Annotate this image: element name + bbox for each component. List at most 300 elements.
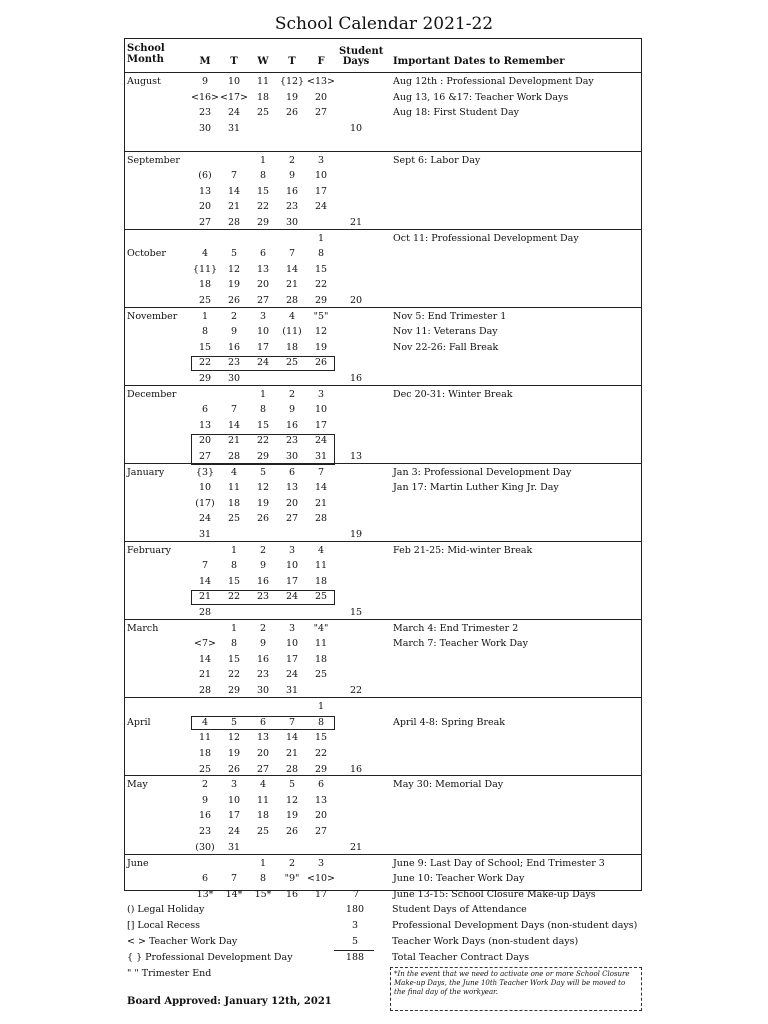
day-header-mon: M xyxy=(199,56,211,67)
day-cell: 26 xyxy=(227,294,241,306)
day-cell: 30 xyxy=(256,684,270,696)
week-row xyxy=(125,168,641,184)
week-row xyxy=(125,636,641,652)
day-cell: 24 xyxy=(314,435,328,447)
day-cell: 9 xyxy=(259,560,267,572)
day-cell: 4 xyxy=(317,544,325,556)
day-cell: 15 xyxy=(256,185,270,197)
important-date-note: Nov 11: Veterans Day xyxy=(393,326,498,338)
month-name: October xyxy=(127,248,166,260)
student-days-count: 21 xyxy=(349,841,363,853)
day-header-thu: T xyxy=(288,56,296,67)
day-cell: 22 xyxy=(256,435,270,447)
day-cell: 20 xyxy=(256,747,270,759)
day-cell: 11 xyxy=(198,732,212,744)
day-cell: 17 xyxy=(285,575,299,587)
day-cell: 24 xyxy=(285,669,299,681)
day-cell: 7 xyxy=(201,560,209,572)
day-cell: <10> xyxy=(307,873,336,885)
day-cell: 8 xyxy=(259,170,267,182)
important-date-note: March 7: Teacher Work Day xyxy=(393,638,528,650)
day-cell: 21 xyxy=(285,747,299,759)
week-row xyxy=(125,105,641,121)
day-cell: 29 xyxy=(198,372,212,384)
day-cell: 6 xyxy=(201,404,209,416)
day-cell: 27 xyxy=(314,825,328,837)
day-cell: 30 xyxy=(285,216,299,228)
day-cell: 9 xyxy=(230,326,238,338)
student-days-header: Student Days xyxy=(339,46,384,67)
day-cell: 2 xyxy=(259,622,267,634)
day-cell: 18 xyxy=(314,575,328,587)
important-date-note: Aug 13, 16 &17: Teacher Work Days xyxy=(393,91,569,103)
week-row xyxy=(125,527,641,543)
week-row xyxy=(125,543,641,559)
total-label: Student Days of Attendance xyxy=(392,904,527,915)
week-row xyxy=(125,153,641,169)
day-cell: 2 xyxy=(201,779,209,791)
day-cell: 10 xyxy=(285,560,299,572)
total-label: Total Teacher Contract Days xyxy=(392,952,530,963)
day-header-tue: T xyxy=(230,56,238,67)
day-cell: 17 xyxy=(256,341,270,353)
day-cell: 7 xyxy=(288,716,296,728)
break-week-box xyxy=(191,434,335,464)
student-days-count: 19 xyxy=(349,528,363,540)
week-row xyxy=(125,871,641,887)
day-cell: 16 xyxy=(285,419,299,431)
month-block-april xyxy=(125,698,641,776)
day-cell: 13 xyxy=(314,794,328,806)
week-row xyxy=(125,262,641,278)
week-row xyxy=(125,558,641,574)
day-cell: 4 xyxy=(230,466,238,478)
day-cell: 23 xyxy=(256,669,270,681)
day-cell: 5 xyxy=(230,248,238,260)
day-cell: 26 xyxy=(227,763,241,775)
week-row xyxy=(125,808,641,824)
day-cell: 15 xyxy=(314,732,328,744)
day-cell: 29 xyxy=(314,294,328,306)
day-cell: 3 xyxy=(317,154,325,166)
day-cell: 3 xyxy=(288,544,296,556)
day-cell: 14 xyxy=(198,653,212,665)
day-cell: 23 xyxy=(256,591,270,603)
legend-item: < > Teacher Work Day xyxy=(127,936,238,947)
week-row xyxy=(125,402,641,418)
day-cell: 16 xyxy=(256,575,270,587)
day-cell: 8 xyxy=(317,248,325,260)
day-cell: 7 xyxy=(230,873,238,885)
day-cell: 3 xyxy=(317,388,325,400)
day-cell: 11 xyxy=(227,482,241,494)
day-cell: 1 xyxy=(259,388,267,400)
day-cell: (30) xyxy=(195,841,215,853)
day-cell: 28 xyxy=(285,763,299,775)
day-cell: 15 xyxy=(227,653,241,665)
day-cell: 23 xyxy=(227,357,241,369)
day-cell: 27 xyxy=(256,763,270,775)
break-week-box xyxy=(191,716,335,731)
day-cell: 30 xyxy=(227,372,241,384)
month-name: February xyxy=(127,544,172,556)
month-name: March xyxy=(127,622,159,634)
total-label: Professional Development Days (non-student days) xyxy=(392,920,638,931)
day-cell: 20 xyxy=(198,201,212,213)
footnote: *In the event that we need to activate one or more School Closure Make-up Days, the June 10th Teacher Work Day will be moved to the final day of the workyear. xyxy=(390,967,642,1011)
day-cell: 21 xyxy=(285,279,299,291)
total-value: 188 xyxy=(345,952,365,963)
day-cell: 15 xyxy=(256,419,270,431)
day-cell: 23 xyxy=(285,435,299,447)
day-cell: 18 xyxy=(198,279,212,291)
day-cell: 16 xyxy=(285,888,299,900)
day-cell: 28 xyxy=(314,513,328,525)
day-cell: <13> xyxy=(307,76,336,87)
day-cell: 6 xyxy=(259,716,267,728)
day-cell: 11 xyxy=(256,76,270,87)
day-cell: 14 xyxy=(227,185,241,197)
month-name: September xyxy=(127,154,180,166)
board-approved: Board Approved: January 12th, 2021 xyxy=(127,996,332,1007)
day-cell: 28 xyxy=(198,606,212,618)
day-cell: 10 xyxy=(227,76,241,87)
day-cell: 26 xyxy=(256,513,270,525)
student-days-count: 16 xyxy=(349,763,363,775)
week-row xyxy=(125,793,641,809)
day-cell: 8 xyxy=(259,873,267,885)
day-cell: 14* xyxy=(225,888,243,900)
day-cell: 31 xyxy=(198,528,212,540)
week-row xyxy=(125,652,641,668)
day-cell: 14 xyxy=(285,732,299,744)
day-cell: 10 xyxy=(256,326,270,338)
day-cell: 9 xyxy=(201,794,209,806)
week-row xyxy=(125,824,641,840)
day-cell: 3 xyxy=(230,779,238,791)
week-row xyxy=(125,605,641,621)
day-cell: 19 xyxy=(227,747,241,759)
day-cell: 25 xyxy=(285,357,299,369)
day-cell: 31 xyxy=(285,684,299,696)
day-cell: 22 xyxy=(314,747,328,759)
important-dates-header: Important Dates to Remember xyxy=(393,56,565,67)
week-row xyxy=(125,667,641,683)
day-cell: 24 xyxy=(198,513,212,525)
day-cell: (11) xyxy=(282,326,302,338)
legend-item: { } Professional Development Day xyxy=(127,952,293,963)
day-cell: 20 xyxy=(314,810,328,822)
day-cell: {12} xyxy=(279,76,305,87)
day-cell: 10 xyxy=(314,170,328,182)
week-row xyxy=(125,746,641,762)
day-cell: 29 xyxy=(256,450,270,462)
day-cell: 10 xyxy=(285,638,299,650)
day-cell: 14 xyxy=(227,419,241,431)
week-row xyxy=(125,762,641,778)
week-row xyxy=(125,418,641,434)
day-cell: 6 xyxy=(317,779,325,791)
student-days-count: 22 xyxy=(349,684,363,696)
day-cell: 2 xyxy=(288,857,296,869)
school-month-header: School Month xyxy=(127,43,165,65)
day-cell: 19 xyxy=(314,341,328,353)
day-cell: 13 xyxy=(285,482,299,494)
day-cell: 9 xyxy=(259,638,267,650)
month-name: May xyxy=(127,779,148,791)
day-cell: 21 xyxy=(314,497,328,509)
day-cell: <16> xyxy=(191,91,220,103)
day-cell: 8 xyxy=(259,404,267,416)
day-cell: 6 xyxy=(259,248,267,260)
day-cell: 26 xyxy=(285,825,299,837)
day-cell: 10 xyxy=(198,482,212,494)
day-cell: 26 xyxy=(314,357,328,369)
day-cell: 1 xyxy=(317,232,325,244)
day-cell: 3 xyxy=(288,622,296,634)
week-row xyxy=(125,480,641,496)
day-cell: 3 xyxy=(317,857,325,869)
important-date-note: Jan 3: Professional Development Day xyxy=(393,466,572,478)
week-row xyxy=(125,121,641,137)
day-cell: 1 xyxy=(230,544,238,556)
day-cell: 21 xyxy=(198,669,212,681)
total-value: 3 xyxy=(351,920,359,931)
student-days-count: 13 xyxy=(349,450,363,462)
day-cell: 21 xyxy=(227,201,241,213)
month-block-june xyxy=(125,855,641,902)
day-header-wed: W xyxy=(257,56,269,67)
month-block-december xyxy=(125,386,641,464)
important-date-note: Feb 21-25: Mid-winter Break xyxy=(393,544,533,556)
month-name: June xyxy=(127,857,149,869)
month-name: December xyxy=(127,388,177,400)
week-row xyxy=(125,511,641,527)
day-cell: 10 xyxy=(227,794,241,806)
day-cell: 29 xyxy=(227,684,241,696)
day-cell: 9 xyxy=(288,170,296,182)
legend-item: " " Trimester End xyxy=(127,968,212,979)
week-row xyxy=(125,293,641,309)
week-row xyxy=(125,199,641,215)
month-block-february xyxy=(125,542,641,620)
week-row xyxy=(125,371,641,387)
day-cell: 14 xyxy=(285,263,299,275)
day-cell: 1 xyxy=(317,701,325,713)
legend-item: () Legal Holiday xyxy=(127,904,205,915)
week-row xyxy=(125,699,641,715)
day-cell: 25 xyxy=(198,763,212,775)
day-cell: 4 xyxy=(259,779,267,791)
day-cell: 18 xyxy=(198,747,212,759)
day-cell: 28 xyxy=(227,450,241,462)
month-name: January xyxy=(127,466,165,478)
day-cell: 15* xyxy=(254,888,272,900)
day-cell: 22 xyxy=(314,279,328,291)
day-cell: 30 xyxy=(285,450,299,462)
day-cell: 24 xyxy=(285,591,299,603)
day-cell: 26 xyxy=(285,107,299,119)
week-row xyxy=(125,277,641,293)
day-cell: 13 xyxy=(256,263,270,275)
day-cell: 19 xyxy=(285,810,299,822)
day-cell: 13* xyxy=(196,888,214,900)
day-cell: 20 xyxy=(314,91,328,103)
day-cell: 17 xyxy=(314,185,328,197)
day-cell: 18 xyxy=(285,341,299,353)
important-date-note: Sept 6: Labor Day xyxy=(393,154,481,166)
day-cell: 4 xyxy=(201,248,209,260)
day-cell: 15 xyxy=(198,341,212,353)
break-week-box xyxy=(191,590,335,605)
day-cell: 28 xyxy=(198,684,212,696)
total-label: Teacher Work Days (non-student days) xyxy=(392,936,579,947)
month-block-october xyxy=(125,230,641,308)
day-cell: 13 xyxy=(198,419,212,431)
day-cell: "9" xyxy=(284,873,300,885)
day-cell: 8 xyxy=(230,560,238,572)
day-cell: 18 xyxy=(256,91,270,103)
month-block-may xyxy=(125,776,641,855)
week-row xyxy=(125,246,641,262)
day-cell: 12 xyxy=(314,326,328,338)
day-cell: 11 xyxy=(314,560,328,572)
important-date-note: April 4-8: Spring Break xyxy=(393,716,506,728)
important-date-note: Dec 20-31: Winter Break xyxy=(393,388,513,400)
day-cell: 13 xyxy=(256,732,270,744)
day-cell: 23 xyxy=(198,107,212,119)
important-date-note: Aug 18: First Student Day xyxy=(393,107,520,119)
day-cell: 11 xyxy=(256,794,270,806)
important-date-note: Nov 5: End Trimester 1 xyxy=(393,310,507,322)
day-cell: 27 xyxy=(198,450,212,462)
day-cell: 1 xyxy=(201,310,209,322)
day-cell: 5 xyxy=(288,779,296,791)
day-cell: 31 xyxy=(227,122,241,134)
day-cell: 22 xyxy=(227,591,241,603)
month-block-november xyxy=(125,308,641,386)
day-cell: 18 xyxy=(227,497,241,509)
day-cell: 9 xyxy=(288,404,296,416)
important-date-note: June 9: Last Day of School; End Trimester 3 xyxy=(393,857,605,869)
day-cell: 2 xyxy=(288,154,296,166)
day-cell: 5 xyxy=(230,716,238,728)
day-cell: (17) xyxy=(195,497,215,509)
month-name: April xyxy=(127,716,151,728)
month-name: August xyxy=(127,76,161,87)
table-header xyxy=(125,39,641,73)
student-days-count: 7 xyxy=(352,888,360,900)
day-cell: 25 xyxy=(198,294,212,306)
day-cell: 1 xyxy=(259,154,267,166)
day-cell: 14 xyxy=(314,482,328,494)
month-block-august xyxy=(125,73,641,152)
day-cell: 25 xyxy=(314,591,328,603)
student-days-count: 16 xyxy=(349,372,363,384)
day-cell: 12 xyxy=(227,732,241,744)
important-date-note: Jan 17: Martin Luther King Jr. Day xyxy=(393,482,559,494)
day-cell: 24 xyxy=(227,825,241,837)
day-cell: 6 xyxy=(288,466,296,478)
student-days-count: 15 xyxy=(349,606,363,618)
day-cell: 29 xyxy=(256,216,270,228)
day-cell: 31 xyxy=(314,450,328,462)
day-cell: 15 xyxy=(227,575,241,587)
important-date-note: March 4: End Trimester 2 xyxy=(393,622,519,634)
day-cell: 22 xyxy=(256,201,270,213)
month-block-march xyxy=(125,620,641,699)
day-cell: 31 xyxy=(227,841,241,853)
day-cell: "4" xyxy=(313,622,329,634)
day-cell: 25 xyxy=(256,825,270,837)
day-cell: 9 xyxy=(201,76,209,87)
week-row xyxy=(125,777,641,793)
day-cell: 17 xyxy=(314,419,328,431)
day-cell: 2 xyxy=(230,310,238,322)
day-cell: 25 xyxy=(256,107,270,119)
day-cell: "5" xyxy=(313,310,329,322)
day-cell: 11 xyxy=(314,638,328,650)
day-cell: 21 xyxy=(227,435,241,447)
day-cell: 12 xyxy=(227,263,241,275)
page-title: School Calendar 2021-22 xyxy=(274,14,494,34)
day-cell: 20 xyxy=(285,497,299,509)
day-cell: 6 xyxy=(201,873,209,885)
student-days-count: 20 xyxy=(349,294,363,306)
day-cell: 10 xyxy=(314,404,328,416)
day-cell: 8 xyxy=(317,716,325,728)
day-cell: 27 xyxy=(285,513,299,525)
day-cell: 19 xyxy=(285,91,299,103)
day-cell: 24 xyxy=(256,357,270,369)
month-name: November xyxy=(127,310,178,322)
day-cell: 28 xyxy=(227,216,241,228)
break-week-box xyxy=(191,356,335,371)
day-cell: {11} xyxy=(192,263,218,275)
week-row xyxy=(125,621,641,637)
day-cell: 27 xyxy=(198,216,212,228)
day-cell: 24 xyxy=(227,107,241,119)
legend-item: [] Local Recess xyxy=(127,920,200,931)
day-cell: 12 xyxy=(285,794,299,806)
day-cell: 20 xyxy=(198,435,212,447)
day-cell: 1 xyxy=(230,622,238,634)
day-cell: 22 xyxy=(227,669,241,681)
day-cell: 2 xyxy=(288,388,296,400)
student-days-count: 10 xyxy=(349,122,363,134)
day-cell: 17 xyxy=(227,810,241,822)
day-cell: 25 xyxy=(314,669,328,681)
day-cell: 7 xyxy=(288,248,296,260)
day-cell: 25 xyxy=(227,513,241,525)
day-cell: 4 xyxy=(288,310,296,322)
total-value: 5 xyxy=(351,936,359,947)
day-cell: 5 xyxy=(259,466,267,478)
day-cell: 7 xyxy=(230,170,238,182)
week-row xyxy=(125,574,641,590)
day-cell: 2 xyxy=(259,544,267,556)
day-cell: 18 xyxy=(256,810,270,822)
day-cell: {3} xyxy=(195,466,215,478)
total-value: 180 xyxy=(345,904,365,915)
week-row xyxy=(125,730,641,746)
week-row xyxy=(125,309,641,325)
day-cell: 16 xyxy=(227,341,241,353)
day-cell: 30 xyxy=(198,122,212,134)
day-cell: 7 xyxy=(230,404,238,416)
month-block-january xyxy=(125,464,641,542)
day-cell: 1 xyxy=(259,857,267,869)
